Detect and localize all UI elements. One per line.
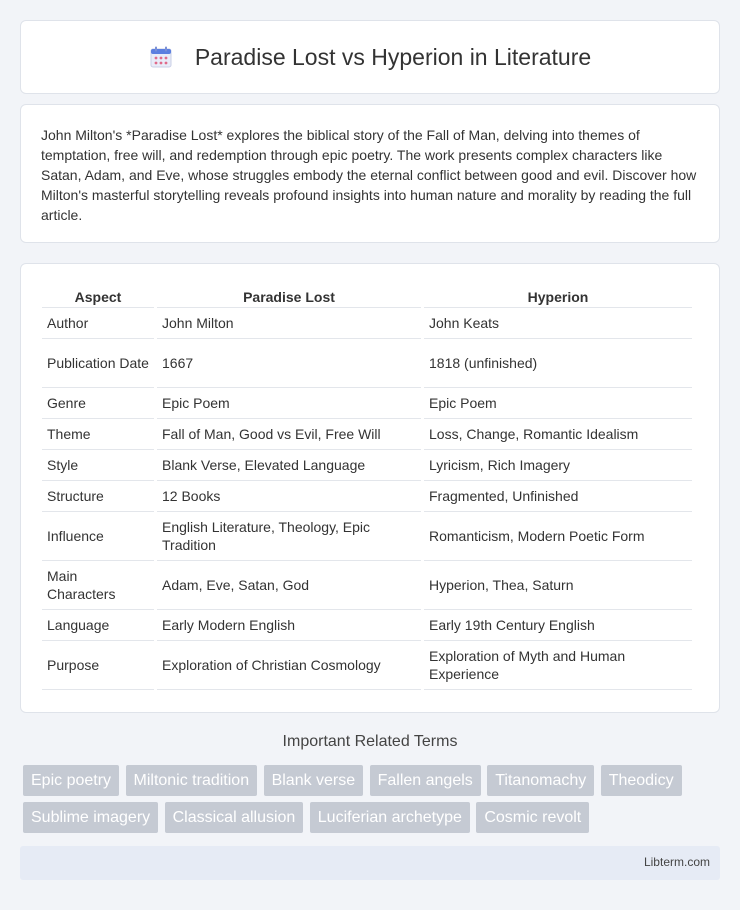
tag-theodicy[interactable]: Theodicy [601,765,682,796]
row-paradise-lost: Early Modern English [157,610,421,641]
row-aspect: Author [42,308,154,339]
tag-classical-allusion[interactable]: Classical allusion [165,802,304,833]
tag-cosmic-revolt[interactable]: Cosmic revolt [476,802,589,833]
table-row [42,561,692,610]
table-row [42,419,692,450]
row-hyperion: Exploration of Myth and Human Experience [424,641,692,690]
row-aspect: Purpose [42,641,154,690]
row-aspect: Language [42,610,154,641]
row-paradise-lost: English Literature, Theology, Epic Tradition [157,512,421,561]
row-aspect: Publication Date [42,339,154,388]
table-row [42,450,692,481]
header-aspect: Aspect [42,284,154,308]
tag-epic-poetry[interactable]: Epic poetry [23,765,119,796]
tag-miltonic-tradition[interactable]: Miltonic tradition [126,765,258,796]
table-row [42,388,692,419]
row-paradise-lost: 12 Books [157,481,421,512]
table-row [42,339,692,388]
row-hyperion: Epic Poem [424,388,692,419]
row-paradise-lost: John Milton [157,308,421,339]
row-hyperion: Hyperion, Thea, Saturn [424,561,692,610]
row-aspect: Structure [42,481,154,512]
tag-titanomachy[interactable]: Titanomachy [487,765,594,796]
page-title: Paradise Lost vs Hyperion in Literature [194,43,592,70]
intro-text: John Milton's *Paradise Lost* explores the biblical story of the Fall of Man, delving into themes of temptation, free will, and redemption through epic poetry. The work presents complex characters like Satan, Adam, and Eve, whose struggles embody the eternal conflict between good and evil. Discover how Milton's masterful storytelling reveals profound insights into human nature and morality by reading the full article. [41,127,697,223]
comparison-card [20,263,720,713]
row-hyperion: Fragmented, Unfinished [424,481,692,512]
row-aspect: Style [42,450,154,481]
row-hyperion: Early 19th Century English [424,610,692,641]
row-aspect: Genre [42,388,154,419]
table-row [42,610,692,641]
calendar-icon [149,45,173,69]
intro-card [20,104,720,243]
row-hyperion: Loss, Change, Romantic Idealism [424,419,692,450]
footer-brand[interactable]: Libterm.com [643,855,710,869]
table-row [42,512,692,561]
row-paradise-lost: Fall of Man, Good vs Evil, Free Will [157,419,421,450]
comparison-table [39,284,695,690]
row-paradise-lost: Adam, Eve, Satan, God [157,561,421,610]
row-aspect: Influence [42,512,154,561]
table-row [42,481,692,512]
row-hyperion: Lyricism, Rich Imagery [424,450,692,481]
tag-blank-verse[interactable]: Blank verse [264,765,364,796]
table-row [42,641,692,690]
row-hyperion: Romanticism, Modern Poetic Form [424,512,692,561]
header-hyperion: Hyperion [424,284,692,308]
related-terms-title: Important Related Terms [282,733,458,750]
tag-fallen-angels[interactable]: Fallen angels [370,765,481,796]
tag-luciferian-archetype[interactable]: Luciferian archetype [310,802,470,833]
tag-sublime-imagery[interactable]: Sublime imagery [23,802,158,833]
title-card [20,20,720,94]
header-paradise-lost: Paradise Lost [157,284,421,308]
table-row [42,308,692,339]
row-hyperion: 1818 (unfinished) [424,339,692,388]
related-terms-list [23,765,723,839]
row-hyperion: John Keats [424,308,692,339]
row-aspect: Main Characters [42,561,154,610]
row-paradise-lost: Epic Poem [157,388,421,419]
row-aspect: Theme [42,419,154,450]
footer [20,846,720,880]
row-paradise-lost: Exploration of Christian Cosmology [157,641,421,690]
row-paradise-lost: 1667 [157,339,421,388]
row-paradise-lost: Blank Verse, Elevated Language [157,450,421,481]
